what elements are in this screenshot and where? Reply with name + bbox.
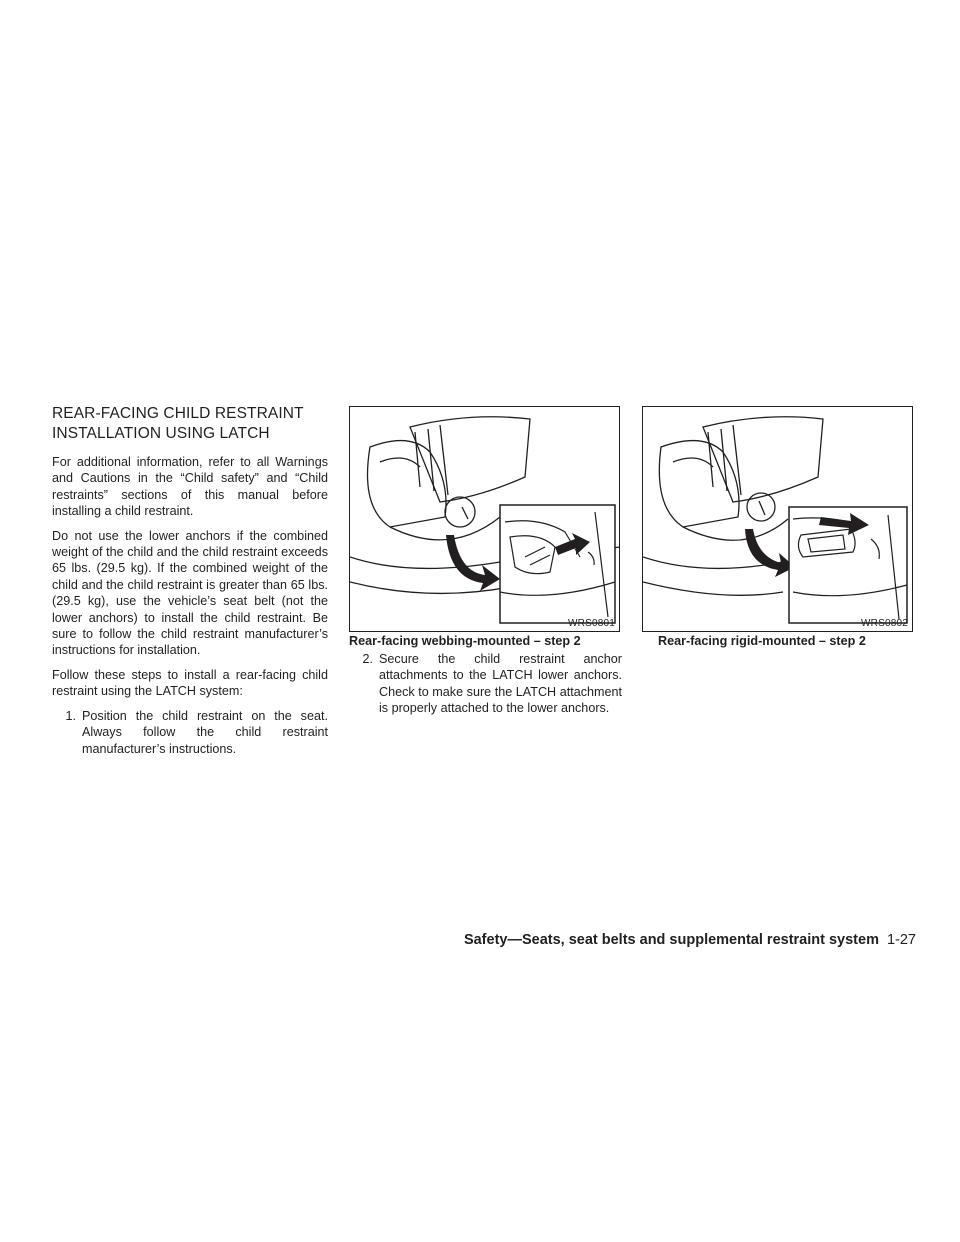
section-heading xyxy=(52,404,328,444)
footer-section-name: Safety—Seats, seat belts and supplemental restraint system xyxy=(463,932,879,948)
text-column-left xyxy=(52,404,328,757)
step-text: Secure the child restraint anchor attachments to the LATCH lower anchors. Check to make sure the LATCH attachment is properly attached to the lower anchors. xyxy=(379,652,622,716)
child-seat-webbing-latch-illustration xyxy=(350,407,620,632)
paragraph-weight-limit: Do not use the lower anchors if the combined weight of the child and the child restraint exceeds 65 lbs. (29.5 kg). If the combined weight of the child and the child restraint is greater than 65 lbs. (29.5 kg), use the vehicle’s seat belt (not the lower anchors) to install the child restraint. Be sure to follow the child restraint manufacturer’s instructions for installation. xyxy=(52,528,328,658)
figure-webbing-mounted xyxy=(349,406,620,632)
step-text: Position the child restraint on the seat. Always follow the child restraint manufacturer’s instructions. xyxy=(82,708,328,756)
step-number: 1. xyxy=(65,708,76,723)
figure-rigid-mounted xyxy=(642,406,913,632)
page-number: 1-27 xyxy=(886,932,916,948)
paragraph-steps-intro: Follow these steps to install a rear-facing child restraint using the LATCH system: xyxy=(52,667,328,699)
figure-code: WRS0801 xyxy=(568,618,615,629)
figure-caption: Rear-facing webbing-mounted – step 2 xyxy=(349,634,581,648)
section-heading-line2: INSTALLATION USING LATCH xyxy=(52,425,270,442)
page-footer xyxy=(464,932,916,954)
paragraph-warnings: For additional information, refer to all Warnings and Cautions in the “Child safety” and “Child restraints” sections of this manual before installing a child restraint. xyxy=(52,455,328,519)
figure-column-middle xyxy=(349,406,622,717)
figure-caption: Rear-facing rigid-mounted – step 2 xyxy=(658,634,866,648)
step-number: 2. xyxy=(362,652,373,666)
figure-code: WRS0802 xyxy=(861,618,908,629)
step-1 xyxy=(52,708,328,757)
figure-column-right xyxy=(642,406,915,649)
child-seat-rigid-latch-illustration xyxy=(643,407,913,632)
section-heading-line1: REAR-FACING CHILD RESTRAINT xyxy=(52,405,304,422)
step-2 xyxy=(349,651,622,717)
